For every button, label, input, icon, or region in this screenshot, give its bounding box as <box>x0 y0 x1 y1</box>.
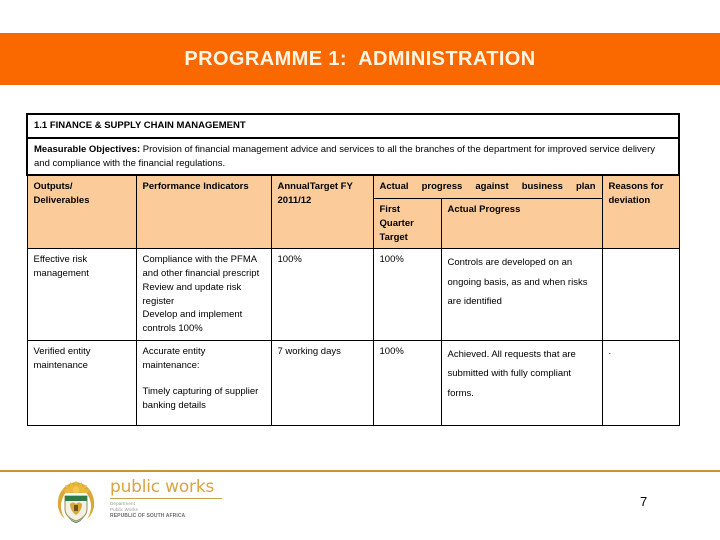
department-line-1: Department <box>110 501 136 506</box>
wordmark-text: public works <box>110 477 215 497</box>
performance-line: Timely capturing of supplier banking details <box>142 386 259 412</box>
performance-line: Compliance with the PFMA and other financial prescript <box>142 254 260 280</box>
cell-actual-progress: Achieved. All requests that are submitted with fully compliant forms. <box>441 340 602 425</box>
cell-first-quarter-target: 100% <box>373 249 441 341</box>
cell-reasons-for-deviation <box>602 249 679 341</box>
table-row <box>27 249 679 341</box>
column-header-performance-indicators: Performance Indicators <box>136 175 271 249</box>
department-line-2: Public Works <box>110 507 138 513</box>
cell-annual-target: 100% <box>271 249 373 341</box>
column-header-first-quarter-target: First Quarter Target <box>373 199 441 249</box>
column-header-outputs: Outputs/ Deliverables <box>27 175 136 249</box>
cell-first-quarter-target: 100% <box>373 340 441 425</box>
slide-title-banner <box>0 33 720 85</box>
wordmark-divider <box>110 498 222 499</box>
cell-outputs: Verified entity maintenance <box>27 340 136 425</box>
department-line-3: REPUBLIC OF SOUTH AFRICA <box>110 513 186 520</box>
measurable-objectives-label: Measurable Objectives: <box>34 143 141 155</box>
table-row-section-title <box>27 114 679 138</box>
performance-line: Review and update risk register <box>142 281 242 307</box>
cell-actual-progress: Controls are developed on an ongoing basis, as and when risks are identified <box>441 249 602 341</box>
cell-annual-target: 7 working days <box>271 340 373 425</box>
section-title: 1.1 FINANCE & SUPPLY CHAIN MANAGEMENT <box>27 114 679 138</box>
measurable-objectives-text: Provision of financial management advice and services to all the branches of the department for improved service delivery and compliance with the financial regulations. <box>34 143 655 169</box>
table-header-row-primary <box>27 175 679 198</box>
column-header-actual-progress: Actual Progress <box>441 199 602 249</box>
public-works-wordmark <box>110 477 222 520</box>
cell-reasons-for-deviation: . <box>602 340 679 425</box>
programme-table <box>26 113 680 426</box>
page-number: 7 <box>640 494 648 509</box>
cell-performance-indicators <box>136 340 271 425</box>
page-title: PROGRAMME 1: ADMINISTRATION <box>184 47 536 70</box>
cell-outputs: Effective risk management <box>27 249 136 341</box>
column-header-actual-progress-group: Actual progress against business plan <box>373 175 602 198</box>
column-header-annual-target: AnnualTarget FY 2011/12 <box>271 175 373 249</box>
cell-performance-indicators <box>136 249 271 341</box>
performance-line: Accurate entity maintenance: <box>142 345 206 371</box>
column-header-reasons-for-deviation: Reasons for deviation <box>602 175 679 249</box>
measurable-objectives-cell <box>27 138 679 176</box>
performance-line: Develop and implement controls 100% <box>142 309 243 335</box>
footer-logo <box>52 477 222 523</box>
footer-divider <box>0 470 720 472</box>
table-row <box>27 340 679 425</box>
south-african-coat-of-arms-icon <box>52 477 100 523</box>
table-row-objectives <box>27 138 679 176</box>
